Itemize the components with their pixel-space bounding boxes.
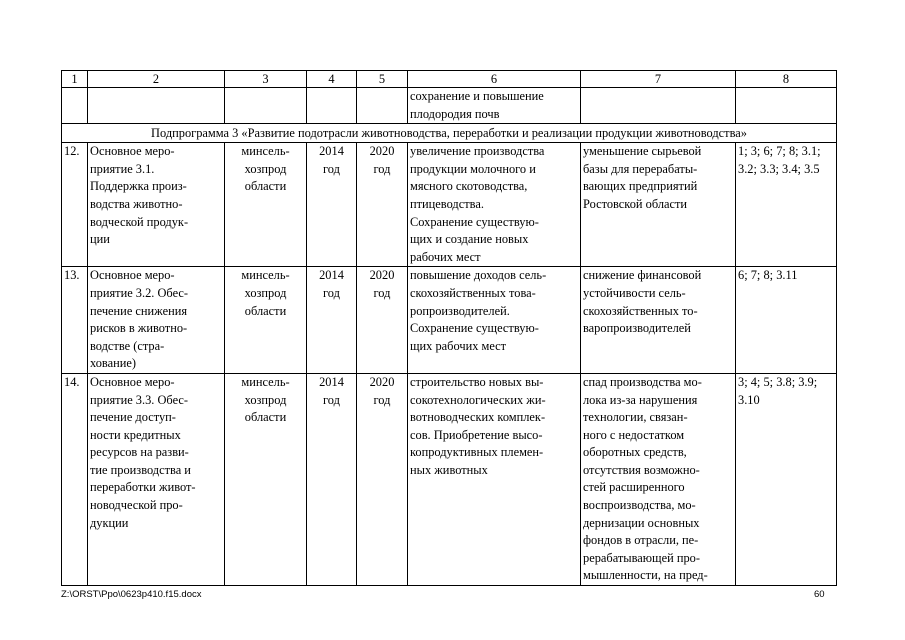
- column-number-header-row: [62, 71, 837, 88]
- cell-line: устойчивости сель-: [583, 285, 686, 300]
- measure-cell: [88, 267, 225, 374]
- cell-line: фондов в отрасли, пе-: [583, 533, 699, 548]
- cell-line: 2020: [369, 268, 395, 283]
- cell-line: продукции молочного и: [410, 161, 536, 176]
- indicators-cell: [736, 143, 837, 267]
- measure-cell: [88, 143, 225, 267]
- cell-line: ции: [90, 232, 110, 247]
- cell-line: хозпрод: [244, 392, 287, 407]
- cell-line: год: [323, 392, 340, 407]
- cell-line: год: [323, 161, 340, 176]
- cell-line: 2014: [319, 268, 344, 283]
- cell-line: минсель-: [241, 268, 290, 283]
- cell-line: стей расширенного: [583, 480, 685, 495]
- cell-line: новодческой про-: [90, 498, 183, 513]
- cell-line: спад производства мо-: [583, 374, 702, 389]
- cell-line: отсутствия возможно-: [583, 462, 700, 477]
- header-cell: 3: [225, 71, 307, 88]
- cell-line: минсель-: [241, 144, 290, 159]
- start-year-cell: [307, 143, 357, 267]
- cell-line: минсель-: [241, 374, 290, 389]
- cell-line: вотноводческих комплек-: [410, 410, 546, 425]
- table-cell: [581, 88, 736, 124]
- cell-line: ресурсов на разви-: [90, 445, 189, 460]
- cell-line: области: [244, 303, 287, 318]
- header-cell: 4: [307, 71, 357, 88]
- cell-line: 2020: [369, 144, 395, 159]
- cell-line: вающих предприятий: [583, 179, 698, 194]
- header-cell: 8: [736, 71, 837, 88]
- subprogram-row: [62, 124, 837, 143]
- cell-line: год: [373, 392, 391, 407]
- cell-line: 3.10: [738, 392, 760, 407]
- cell-line: варопроизводителей: [583, 321, 691, 336]
- cell-line: год: [373, 285, 391, 300]
- header-cell: 7: [581, 71, 736, 88]
- row-number-cell: [62, 373, 88, 585]
- end-year-cell: [357, 373, 408, 585]
- end-year-cell: [357, 143, 408, 267]
- cell-line: 12.: [64, 144, 80, 159]
- cell-line: Основное меро-: [90, 268, 175, 283]
- cell-line: 14.: [64, 374, 80, 389]
- cell-line: плодородия почв: [410, 106, 500, 121]
- cell-line: щих рабочих мест: [410, 338, 507, 353]
- cell-line: 3.2; 3.3; 3.4; 3.5: [738, 161, 820, 176]
- cell-line: рабочих мест: [410, 249, 481, 264]
- row-number-cell: [62, 143, 88, 267]
- cell-line: печение доступ-: [90, 410, 176, 425]
- cell-line: воспроизводства, мо-: [583, 498, 696, 513]
- table-cell: [307, 88, 357, 124]
- table-cell: [225, 88, 307, 124]
- cell-line: скохозяйственных това-: [410, 285, 536, 300]
- cell-line: ропроизводителей.: [410, 303, 510, 318]
- program-table: [61, 70, 837, 586]
- cell-line: хозпрод: [244, 285, 287, 300]
- table-cell: [88, 88, 225, 124]
- cell-line: сокотехнологических жи-: [410, 392, 546, 407]
- cell-line: мясного скотоводства,: [410, 179, 528, 194]
- consequences-cell: [581, 143, 736, 267]
- cell-line: области: [244, 179, 287, 194]
- cell-line: водческой продук-: [90, 214, 189, 229]
- cell-line: ности кредитных: [90, 427, 181, 442]
- cell-line: приятие 3.2. Обес-: [90, 285, 189, 300]
- cell-line: уменьшение сырьевой: [583, 144, 702, 159]
- cell-line: лока из-за нарушения: [583, 392, 698, 407]
- cell-line: строительство новых вы-: [410, 374, 544, 389]
- cell-line: области: [244, 410, 287, 425]
- cell-line: оборотных средств,: [583, 445, 687, 460]
- cell-line: дукции: [90, 515, 129, 530]
- cell-line: водства животно-: [90, 196, 183, 211]
- cell-line: тие производства и: [90, 462, 191, 477]
- cell-line: год: [373, 161, 391, 176]
- cell-line: увеличение производства: [410, 144, 545, 159]
- cell-line: 2020: [369, 374, 395, 389]
- header-cell: 2: [88, 71, 225, 88]
- cell-line: сохранение и повышение: [410, 89, 544, 103]
- expected-result-cell: [408, 373, 581, 585]
- cell-line: 13.: [64, 268, 80, 283]
- table-cell: [357, 88, 408, 124]
- document-path: Z:\ORST\Ppo\0623p410.f15.docx: [61, 589, 202, 600]
- cell-line: дернизации основных: [583, 515, 700, 530]
- cell-line: птицеводства.: [410, 196, 484, 211]
- header-cell: 6: [408, 71, 581, 88]
- end-year-cell: [357, 267, 408, 374]
- cell-line: сов. Приобретение высо-: [410, 427, 543, 442]
- executor-cell: [225, 143, 307, 267]
- cell-line: 2014: [319, 144, 344, 159]
- measure-cell: [88, 373, 225, 585]
- header-cell: 1: [62, 71, 88, 88]
- consequences-cell: [581, 267, 736, 374]
- cell-line: переработки живот-: [90, 480, 196, 495]
- start-year-cell: [307, 373, 357, 585]
- table-cell: [62, 88, 88, 124]
- table-row: [62, 267, 837, 374]
- cell-line: водстве (стра-: [90, 338, 165, 353]
- cell-line: Ростовской области: [583, 196, 688, 211]
- cell-line: Поддержка произ-: [90, 179, 187, 194]
- result-cell: [408, 88, 581, 124]
- indicators-cell: [736, 267, 837, 374]
- cell-line: хозпрод: [244, 161, 287, 176]
- cell-line: хование): [90, 356, 136, 371]
- indicators-cell: [736, 373, 837, 585]
- row-number-cell: [62, 267, 88, 374]
- cell-line: Сохранение существую-: [410, 214, 539, 229]
- cell-line: печение снижения: [90, 303, 188, 318]
- cell-line: год: [323, 285, 340, 300]
- header-cell: 5: [357, 71, 408, 88]
- cell-line: повышение доходов сель-: [410, 268, 547, 283]
- expected-result-cell: [408, 267, 581, 374]
- cell-line: скохозяйственных то-: [583, 303, 698, 318]
- cell-line: 6; 7; 8; 3.11: [738, 268, 798, 283]
- cell-line: снижение финансовой: [583, 268, 702, 283]
- subprogram-title: Подпрограмма 3 «Развитие подотрасли животноводства, переработки и реализации продукции животноводства»: [62, 124, 837, 143]
- cell-line: 2014: [319, 374, 344, 389]
- cell-line: базы для перерабаты-: [583, 161, 698, 176]
- continuation-row: [62, 88, 837, 124]
- cell-line: копродуктивных племен-: [410, 445, 544, 460]
- cell-line: Сохранение существую-: [410, 321, 539, 336]
- cell-line: Основное меро-: [90, 144, 175, 159]
- cell-line: рисков в животно-: [90, 321, 188, 336]
- table-row: [62, 373, 837, 585]
- page-number: 60: [814, 589, 825, 600]
- table-row: [62, 143, 837, 267]
- cell-line: рерабатывающей про-: [583, 550, 700, 565]
- table-cell: [736, 88, 837, 124]
- cell-line: мышленности, на пред-: [583, 568, 708, 583]
- executor-cell: [225, 373, 307, 585]
- cell-line: Основное меро-: [90, 374, 175, 389]
- cell-line: технологии, связан-: [583, 410, 688, 425]
- start-year-cell: [307, 267, 357, 374]
- consequences-cell: [581, 373, 736, 585]
- expected-result-cell: [408, 143, 581, 267]
- cell-line: щих и создание новых: [410, 232, 529, 247]
- cell-line: приятие 3.1.: [90, 161, 155, 176]
- cell-line: ного с недостатком: [583, 427, 685, 442]
- executor-cell: [225, 267, 307, 374]
- cell-line: 3; 4; 5; 3.8; 3.9;: [738, 374, 818, 389]
- cell-line: ных животных: [410, 462, 488, 477]
- cell-line: 1; 3; 6; 7; 8; 3.1;: [738, 144, 821, 159]
- cell-line: приятие 3.3. Обес-: [90, 392, 189, 407]
